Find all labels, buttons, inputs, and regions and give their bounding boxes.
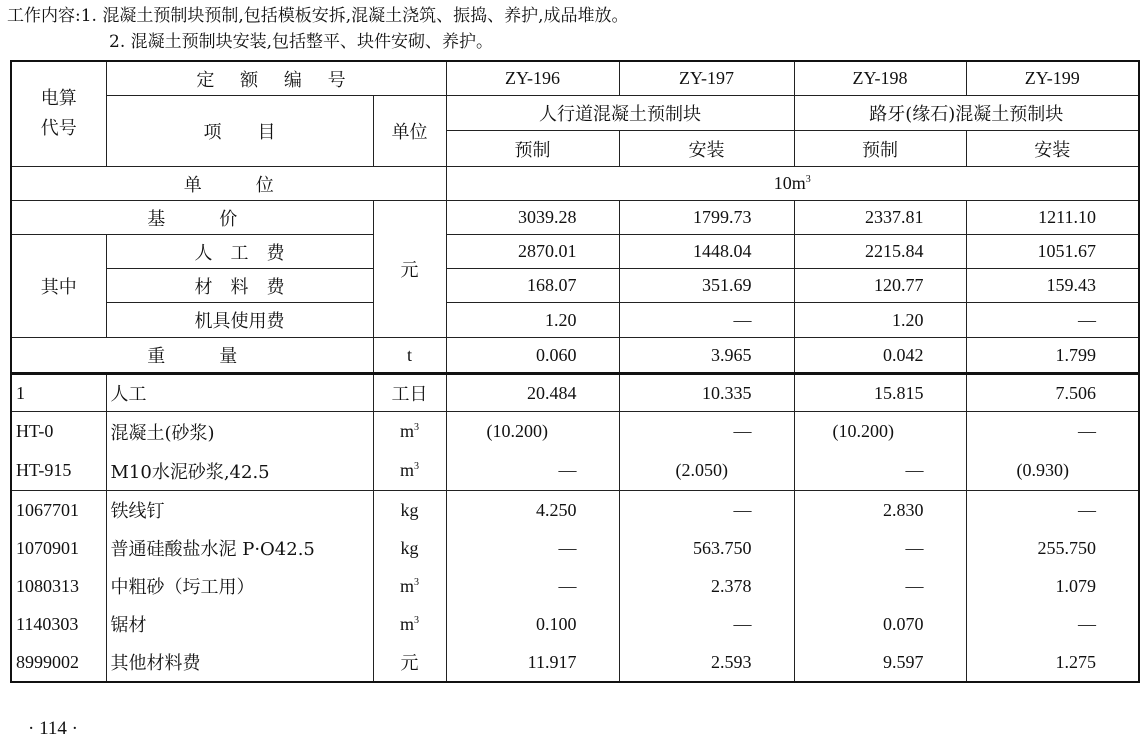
- resource-value-zy196: 20.484: [446, 374, 619, 412]
- resource-unit-sup: 3: [414, 614, 419, 626]
- resource-unit-text: kg: [400, 537, 419, 558]
- unit-value-sup: 3: [805, 174, 811, 185]
- labor-cost-row: [11, 235, 1139, 269]
- resource-row: [11, 605, 1139, 643]
- resource-unit-text: 元: [400, 653, 419, 674]
- machine-cost-label: 机具使用费: [106, 303, 373, 338]
- sub-header-prefab-2: 预制: [794, 131, 966, 167]
- quota-number-zy196: ZY-196: [446, 61, 619, 96]
- resource-value-zy197: 2.593: [619, 643, 794, 682]
- base-price-row: [11, 201, 1139, 235]
- weight-zy197: 3.965: [619, 338, 794, 374]
- resource-value-zy196: —: [446, 451, 619, 491]
- page-number: · 114 ·: [28, 718, 78, 739]
- resource-unit: [373, 643, 446, 682]
- resource-value-zy198: 15.815: [794, 374, 966, 412]
- of-which-label: 其中: [11, 235, 106, 338]
- material-cost-zy198: 120.77: [794, 269, 966, 303]
- resource-value-zy196: (10.200): [446, 412, 619, 452]
- resource-value-zy196: —: [446, 567, 619, 605]
- resource-name: 中粗砂（圬工用）: [106, 567, 373, 605]
- resource-unit: [373, 412, 446, 452]
- quota-number-zy199: ZY-199: [966, 61, 1139, 96]
- price-unit: 元: [373, 201, 446, 338]
- resource-row: [11, 567, 1139, 605]
- resource-value-zy199: —: [966, 605, 1139, 643]
- resource-code: HT-915: [11, 451, 106, 491]
- resource-name: M10水泥砂浆,42.5: [106, 451, 373, 491]
- labor-cost-zy196: 2870.01: [446, 235, 619, 269]
- resource-unit: [373, 451, 446, 491]
- unit-value-text: 10m: [773, 173, 806, 193]
- group-curb-blocks: 路牙(缘石)混凝土预制块: [794, 96, 1139, 131]
- labor-cost-zy199: 1051.67: [966, 235, 1139, 269]
- resource-unit: [373, 529, 446, 567]
- resource-value-zy197: (2.050): [619, 451, 794, 491]
- weight-label: 重 量: [11, 338, 373, 374]
- resource-unit: [373, 374, 446, 412]
- quota-number-label: 定 额 编 号: [106, 61, 446, 96]
- work-content-line-1: 工作内容:1. 混凝土预制块预制,包括模板安拆,混凝土浇筑、振捣、养护,成品堆放。: [7, 6, 629, 26]
- weight-zy198: 0.042: [794, 338, 966, 374]
- resource-row: [11, 374, 1139, 412]
- sub-header-install-1: 安装: [619, 131, 794, 167]
- resource-value-zy198: —: [794, 529, 966, 567]
- work-content-line-2: 2. 混凝土预制块安装,包括整平、块件安砌、养护。: [109, 32, 494, 52]
- resource-value-zy198: (10.200): [794, 412, 966, 452]
- resource-name: 混凝土(砂浆): [106, 412, 373, 452]
- weight-row: [11, 338, 1139, 374]
- code-header: [11, 61, 106, 167]
- base-price-zy198: 2337.81: [794, 201, 966, 235]
- quota-number-zy197: ZY-197: [619, 61, 794, 96]
- sub-header-install-2: 安装: [966, 131, 1139, 167]
- machine-cost-zy196: 1.20: [446, 303, 619, 338]
- resource-value-zy196: 11.917: [446, 643, 619, 682]
- labor-cost-zy197: 1448.04: [619, 235, 794, 269]
- resource-value-zy196: —: [446, 529, 619, 567]
- resource-value-zy197: 10.335: [619, 374, 794, 412]
- labor-cost-zy198: 2215.84: [794, 235, 966, 269]
- resource-value-zy197: —: [619, 605, 794, 643]
- unit-row: [11, 167, 1139, 201]
- resource-unit-text: m: [399, 575, 414, 596]
- item-header: 项 目: [106, 96, 373, 167]
- resource-unit-text: m: [399, 421, 414, 441]
- resource-name: 锯材: [106, 605, 373, 643]
- resource-value-zy198: 9.597: [794, 643, 966, 682]
- weight-zy199: 1.799: [966, 338, 1139, 374]
- header-row-groups: [11, 96, 1139, 131]
- machine-cost-zy197: —: [619, 303, 794, 338]
- resource-row: [11, 491, 1139, 530]
- resource-value-zy199: (0.930): [966, 451, 1139, 491]
- group-sidewalk-blocks: 人行道混凝土预制块: [446, 96, 794, 131]
- unit-row-label: 单 位: [11, 167, 446, 201]
- resource-name: 人工: [106, 374, 373, 412]
- resource-value-zy197: 2.378: [619, 567, 794, 605]
- resource-code: HT-0: [11, 412, 106, 452]
- base-price-label: 基 价: [11, 201, 373, 235]
- resource-unit-text: m: [399, 613, 414, 634]
- resource-unit-sup: 3: [414, 422, 419, 433]
- resource-code: 1080313: [11, 567, 106, 605]
- machine-cost-zy199: —: [966, 303, 1139, 338]
- machine-cost-zy198: 1.20: [794, 303, 966, 338]
- resource-value-zy199: 1.275: [966, 643, 1139, 682]
- resource-unit-text: kg: [400, 499, 419, 520]
- machine-cost-row: [11, 303, 1139, 338]
- resource-value-zy197: —: [619, 491, 794, 530]
- labor-cost-label: 人 工 费: [106, 235, 373, 269]
- resource-row: [11, 412, 1139, 452]
- material-cost-row: [11, 269, 1139, 303]
- resource-value-zy198: —: [794, 451, 966, 491]
- resource-value-zy198: 2.830: [794, 491, 966, 530]
- resource-unit: [373, 605, 446, 643]
- resource-code: 1070901: [11, 529, 106, 567]
- quota-table: [10, 60, 1140, 683]
- material-cost-label: 材 料 费: [106, 269, 373, 303]
- resource-unit: [373, 567, 446, 605]
- resource-name: 其他材料费: [106, 643, 373, 682]
- resource-value-zy199: 255.750: [966, 529, 1139, 567]
- resource-value-zy199: 1.079: [966, 567, 1139, 605]
- resource-value-zy196: 4.250: [446, 491, 619, 530]
- resource-code: 1140303: [11, 605, 106, 643]
- material-cost-zy197: 351.69: [619, 269, 794, 303]
- resource-row: [11, 643, 1139, 682]
- base-price-zy196: 3039.28: [446, 201, 619, 235]
- resource-name: 普通硅酸盐水泥 P·O42.5: [106, 529, 373, 567]
- unit-row-value: [446, 167, 1139, 201]
- sub-header-prefab-1: 预制: [446, 131, 619, 167]
- resource-row: [11, 451, 1139, 491]
- resource-value-zy196: 0.100: [446, 605, 619, 643]
- quota-number-zy198: ZY-198: [794, 61, 966, 96]
- material-cost-zy196: 168.07: [446, 269, 619, 303]
- resource-value-zy197: 563.750: [619, 529, 794, 567]
- resource-unit-text: 工日: [391, 384, 428, 405]
- resource-code: 8999002: [11, 643, 106, 682]
- resource-value-zy199: —: [966, 491, 1139, 530]
- header-row-quota-number: [11, 61, 1139, 96]
- base-price-zy199: 1211.10: [966, 201, 1139, 235]
- resource-value-zy199: —: [966, 412, 1139, 452]
- weight-zy196: 0.060: [446, 338, 619, 374]
- code-header-line-1: 电算: [40, 88, 77, 109]
- resource-value-zy198: —: [794, 567, 966, 605]
- resource-value-zy198: 0.070: [794, 605, 966, 643]
- resource-value-zy197: —: [619, 412, 794, 452]
- base-price-zy197: 1799.73: [619, 201, 794, 235]
- unit-header: 单位: [373, 96, 446, 167]
- resource-unit-text: m: [399, 460, 414, 480]
- resource-unit-sup: 3: [414, 576, 419, 588]
- resource-code: 1067701: [11, 491, 106, 530]
- material-cost-zy199: 159.43: [966, 269, 1139, 303]
- resource-unit: [373, 491, 446, 530]
- resource-value-zy199: 7.506: [966, 374, 1139, 412]
- resource-name: 铁线钉: [106, 491, 373, 530]
- code-header-line-2: 代号: [40, 118, 77, 139]
- weight-unit: t: [373, 338, 446, 374]
- resource-row: [11, 529, 1139, 567]
- resource-unit-sup: 3: [414, 461, 419, 472]
- resource-code: 1: [11, 374, 106, 412]
